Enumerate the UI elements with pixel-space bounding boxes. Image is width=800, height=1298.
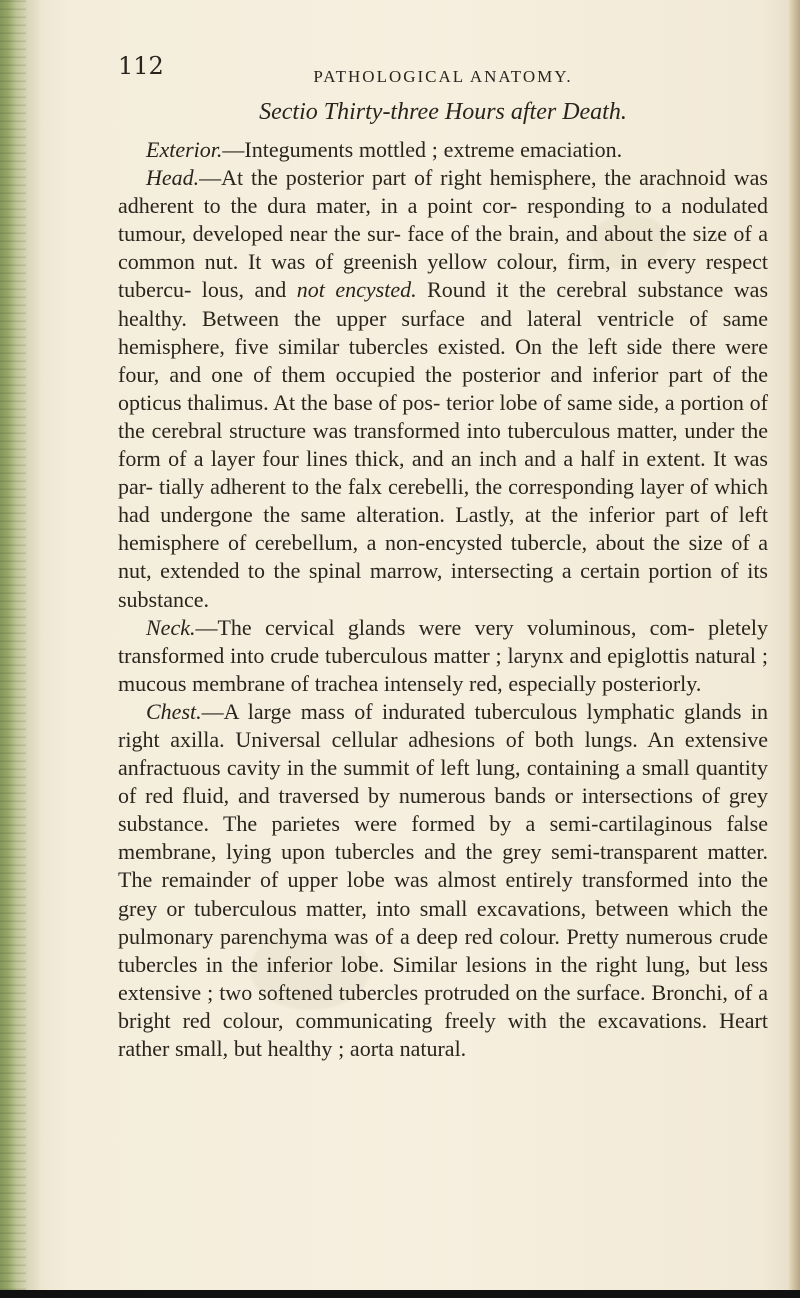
chest-text: —A large mass of indurated tuberculous lymphatic glands in right axilla. Universal cellular adhesions of both lungs. An extensive anfractuous cavity in the summit of left lung, containing a small quantity of red fluid, and traversed by numerous bands or intersections of grey substance. The parietes were formed by a semi-cartilaginous false membrane, lying upon tubercles and the grey semi-transparent matter. The remainder of upper lobe was almost entirely transformed into the grey or tuberculous matter, into small excavations, between which the pulmonary parenchyma was of a deep red colour. Pretty numerous crude tubercles in the inferior lobe. Similar lesions in the right lung, but less extensive ; two softened tubercles protruded on the surface. Bronchi, of a bright red colour, communicating freely with the excavations. Heart rather small, but healthy ; aorta natural. — [118, 698, 768, 1061]
page-right-edge — [788, 0, 800, 1298]
book-binding-edge — [0, 0, 42, 1298]
neck-paragraph — [118, 614, 768, 698]
chest-paragraph — [118, 698, 768, 1063]
neck-text: —The cervical glands were very voluminous, com- pletely transformed into crude tuberculous matter ; larynx and epiglottis natural ; mucous membrane of trachea intensely red, especially posteriorly. — [118, 614, 768, 696]
section-title: Sectio Thirty-three Hours after Death. — [259, 99, 627, 125]
head-text-after: Round it the cerebral substance was healthy. Between the upper surface and lateral ventricle of same hemisphere, five similar tubercles existed. On the left side there were four, and one of them occupied the posterior and inferior part of the opticus thalimus. At the base of pos- terior lobe of same side, a portion of the cerebral structure was transformed into tuberculous matter, under the form of a layer four lines thick, and an inch and a half in extent. It was par- tially adherent to the falx cerebelli, the corresponding layer of which had undergone the same alteration. Lastly, at the inferior part of left hemisphere of cerebellum, a non-encysted tubercle, about the size of a nut, extended to the spinal marrow, intersecting a certain portion of its substance. — [118, 277, 769, 612]
running-head: PATHOLOGICAL ANATOMY. — [313, 67, 573, 86]
page-header — [118, 52, 768, 96]
exterior-text: —Integuments mottled ; extreme emaciation. — [222, 137, 623, 162]
bottom-page-rule — [0, 1290, 800, 1298]
exterior-paragraph — [118, 136, 768, 164]
head-emphasis: not encysted. — [296, 277, 417, 303]
exterior-label: Exterior. — [146, 137, 223, 162]
chest-label: Chest. — [146, 698, 202, 724]
head-text-before: —At the posterior part of right hemisphere, the arachnoid was adherent to the dura mater, in a point cor- responding to a nodulated tumour, developed near the sur- face of the brain, and about the size of a common nut. It was of greenish yellow colour, firm, in every respect tubercu- lous, and — [118, 165, 768, 303]
head-label: Head. — [146, 165, 200, 191]
head-paragraph — [118, 164, 768, 614]
page-content — [118, 52, 768, 1063]
page-number: 112 — [118, 52, 164, 80]
neck-label: Neck. — [146, 614, 196, 640]
